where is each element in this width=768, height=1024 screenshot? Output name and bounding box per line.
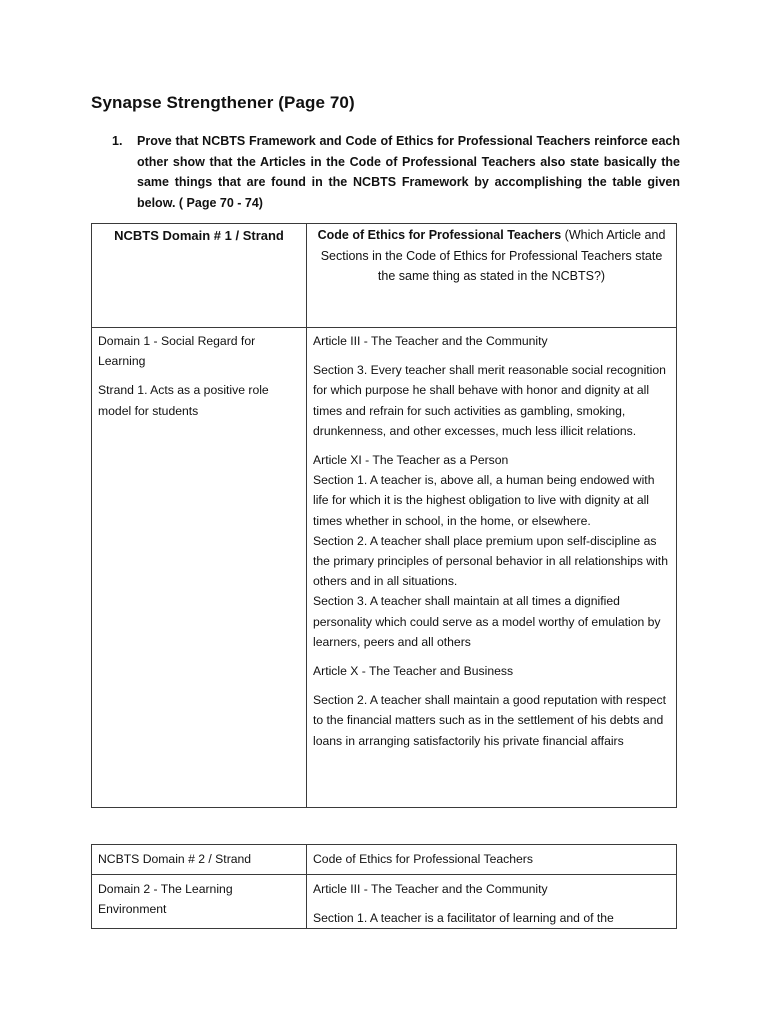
article-heading: Article X - The Teacher and Business — [313, 664, 514, 679]
question-number: 1. — [112, 134, 123, 148]
domain-label: Domain 2 - The Learning Environment — [98, 882, 233, 917]
domain-1-table — [91, 223, 677, 808]
ethics-cell — [307, 875, 677, 929]
section-text: Section 2. A teacher shall maintain a good reputation with respect to the financial matters such as in the settlement of his debts and loans in arranging satisfactorily his private financial affairs — [313, 693, 666, 748]
header-code-of-ethics: Code of Ethics for Professional Teachers — [307, 845, 677, 875]
article-heading: Article XI - The Teacher as a Person — [313, 453, 509, 468]
domain-cell — [92, 875, 307, 929]
header-ncbts-domain: NCBTS Domain # 2 / Strand — [92, 845, 307, 875]
header-code-of-ethics — [307, 224, 677, 328]
domain-2-table — [91, 844, 677, 929]
header-code-of-ethics-note: (Which Article and Sections in the Code of Ethics for Professional Teachers state the same thing as stated in the NCBTS?) — [320, 228, 666, 283]
question-text: Prove that NCBTS Framework and Code of Ethics for Professional Teachers reinforce each other show that the Articles in the Code of Professional Teachers also state basically the same things that are found in the NCBTS Framework by accomplishing the table given below. ( Page 70 - 74) — [137, 134, 680, 211]
article-heading: Article III - The Teacher and the Community — [313, 334, 548, 348]
section-text: Section 3. Every teacher shall merit reasonable social recognition for which purpose he shall behave with honor and dignity at all times and refrain for such activities as gambling, smoking, drunkenness, and other excesses, much less illicit relations. — [313, 363, 666, 438]
strand-label: Strand 1. Acts as a positive role model for students — [98, 383, 269, 418]
page-title: Synapse Strengthener (Page 70) — [91, 93, 355, 112]
table-row — [92, 875, 677, 929]
table-row — [92, 328, 677, 808]
domain-label: Domain 1 - Social Regard for Learning — [98, 334, 256, 369]
table-header-row — [92, 224, 677, 328]
header-code-of-ethics-title: Code of Ethics for Professional Teachers — [317, 228, 562, 242]
domain-cell — [92, 328, 307, 808]
ethics-cell — [307, 328, 677, 808]
section-text: Section 1. A teacher is a facilitator of learning and of the — [313, 911, 614, 926]
question-item — [112, 131, 680, 214]
header-ncbts-domain: NCBTS Domain # 1 / Strand — [92, 224, 307, 328]
section-text: Section 2. A teacher shall place premium upon self-discipline as the primary principles of personal behavior in all relationships with others and in all situations. — [313, 533, 668, 589]
section-text: Section 1. A teacher is, above all, a human being endowed with life for which it is the highest obligation to live with dignity at all times whether in school, in the home, or elsewhere. — [313, 473, 655, 528]
section-text: Section 3. A teacher shall maintain at all times a dignified personality which could serve as a model worthy of emulation by learners, peers and all others — [313, 594, 661, 649]
table-header-row — [92, 845, 677, 875]
article-heading: Article III - The Teacher and the Community — [313, 882, 548, 896]
